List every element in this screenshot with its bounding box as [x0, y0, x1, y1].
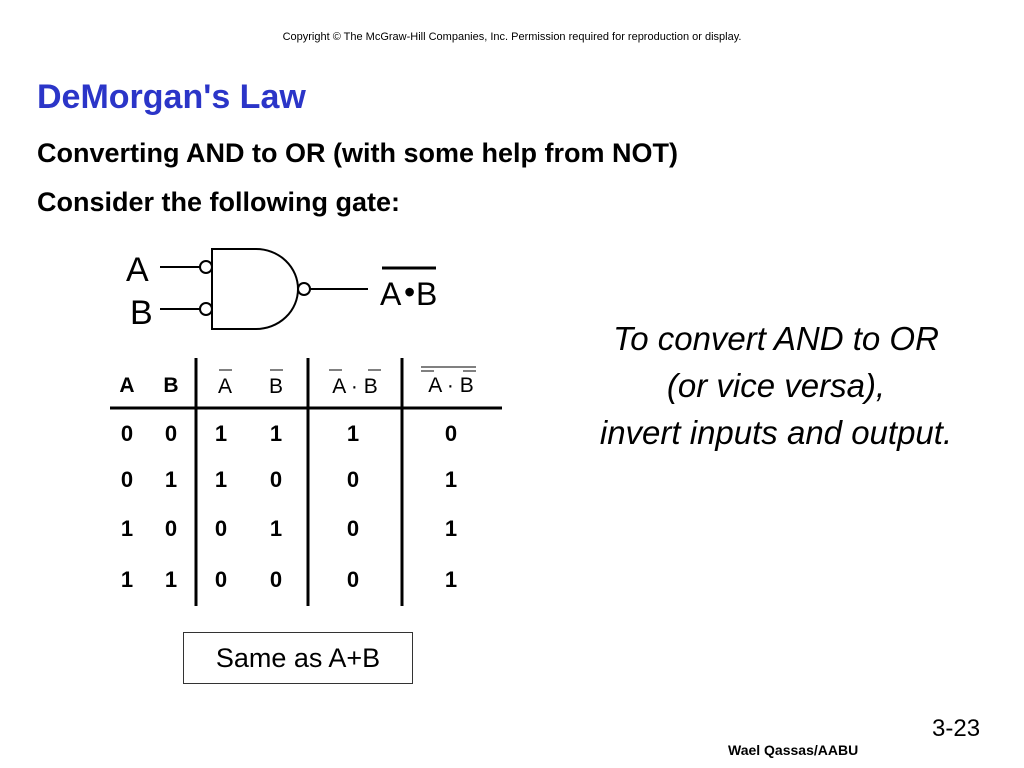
copyright-notice: Copyright © The McGraw-Hill Companies, Inc. Permission required for reproduction or display.	[282, 31, 742, 43]
row2-nand: 1	[444, 467, 458, 492]
gate-input-b-label: B	[130, 294, 153, 332]
row1-not-b: 1	[269, 421, 283, 446]
row4-b: 1	[164, 567, 178, 592]
row2-not-b: 0	[269, 467, 283, 492]
header-not-a: A	[217, 375, 233, 398]
row1-not-a: 1	[214, 421, 228, 446]
truth-table	[100, 352, 510, 612]
row4-a: 1	[120, 567, 134, 592]
note-line-3: invert inputs and output.	[599, 414, 953, 451]
output-a-label: A	[380, 276, 402, 312]
input-b-inversion-bubble	[200, 303, 212, 315]
output-inversion-bubble	[298, 283, 310, 295]
note-line-2: (or vice versa),	[666, 367, 886, 404]
row2-b: 1	[164, 467, 178, 492]
row1-and: 1	[346, 421, 360, 446]
header-not-a-and-not-b: A · B	[332, 375, 378, 398]
header-b: B	[163, 374, 179, 397]
row1-b: 0	[164, 421, 178, 446]
row1-nand: 0	[444, 421, 458, 446]
row4-not-a: 0	[214, 567, 228, 592]
header-nand: A · B	[428, 374, 474, 397]
row3-not-a: 0	[214, 516, 228, 541]
row3-and: 0	[346, 516, 360, 541]
subtitle-consider: Consider the following gate:	[37, 187, 400, 217]
row2-and: 0	[346, 467, 360, 492]
row3-nand: 1	[444, 516, 458, 541]
row4-nand: 1	[444, 567, 458, 592]
row2-a: 0	[120, 467, 134, 492]
row2-not-a: 1	[214, 467, 228, 492]
gate-input-a-label: A	[126, 251, 149, 289]
slide-number: 3-23	[932, 715, 981, 742]
conversion-note	[548, 315, 1004, 456]
header-not-b: B	[268, 375, 284, 398]
slide-title: DeMorgan's Law	[37, 78, 306, 116]
and-gate-body	[212, 249, 298, 329]
output-dot-label: •	[404, 274, 416, 310]
same-as-or-box: Same as A+B	[183, 632, 413, 684]
author-footer: Wael Qassas/AABU	[728, 742, 859, 758]
subtitle-converting: Converting AND to OR (with some help from NOT)	[37, 138, 678, 168]
row3-b: 0	[164, 516, 178, 541]
note-line-1: To convert AND to OR	[613, 320, 939, 357]
output-b-label: B	[416, 276, 438, 312]
row3-not-b: 1	[269, 516, 283, 541]
row1-a: 0	[120, 421, 134, 446]
input-a-inversion-bubble	[200, 261, 212, 273]
header-a: A	[119, 374, 135, 397]
row4-and: 0	[346, 567, 360, 592]
nand-gate-diagram	[118, 246, 458, 336]
row3-a: 1	[120, 516, 134, 541]
row4-not-b: 0	[269, 567, 283, 592]
